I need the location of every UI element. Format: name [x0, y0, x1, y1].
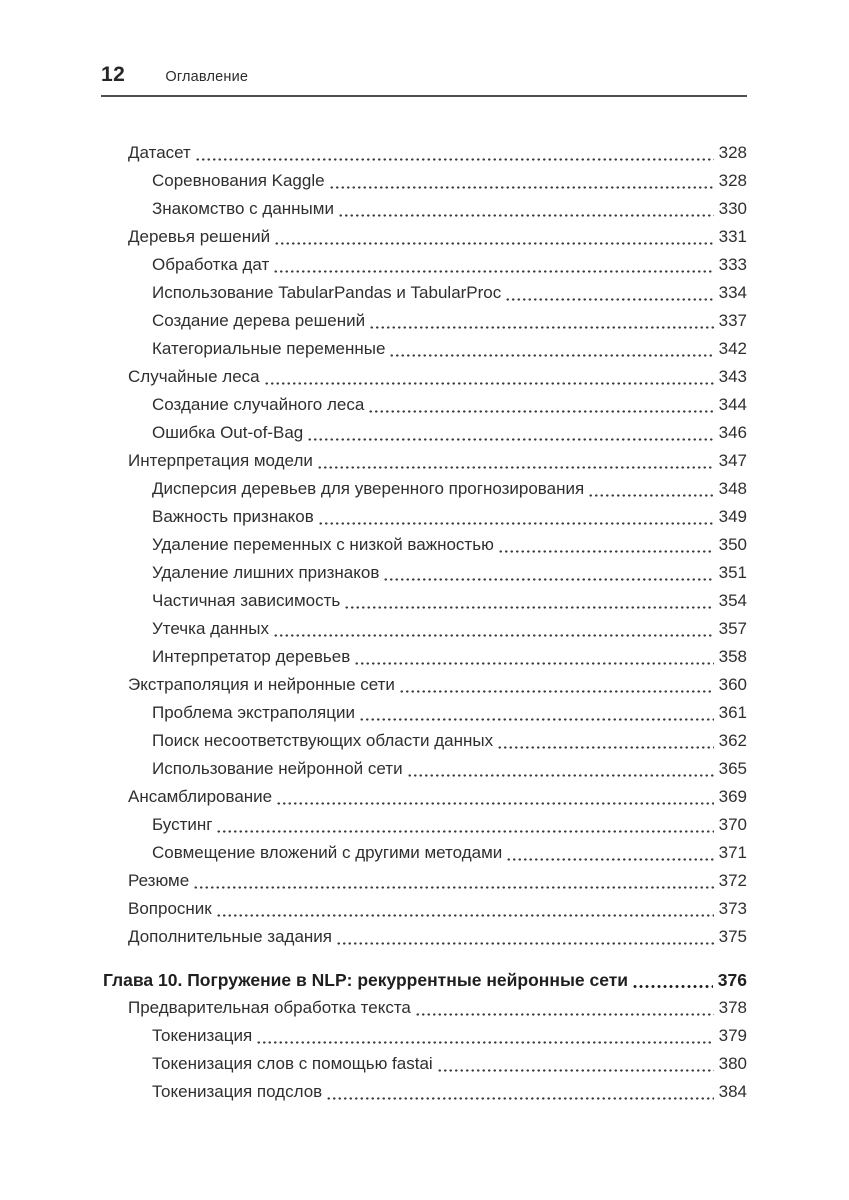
toc-entry-page-number: 351: [718, 563, 747, 582]
dot-leader: [318, 521, 714, 526]
dot-leader: [195, 157, 714, 162]
toc-entry: [103, 391, 747, 419]
dot-leader: [216, 913, 714, 918]
toc-entry-page-number: 347: [718, 451, 747, 470]
toc-entry-page-number: 328: [718, 171, 747, 190]
toc-entry-title: Знакомство с данными: [152, 199, 334, 218]
toc-entry-title: Частичная зависимость: [152, 591, 341, 610]
dot-leader: [632, 984, 713, 989]
toc-entry-title: Соревнования Kaggle: [152, 171, 325, 190]
page-number: 12: [101, 63, 126, 86]
toc-entry: [103, 251, 747, 279]
toc-entry-title: Категориальные переменные: [152, 339, 386, 358]
dot-leader: [336, 941, 714, 946]
dot-leader: [389, 353, 713, 358]
toc-entry-title: Использование нейронной сети: [152, 759, 403, 778]
page-header: [101, 63, 747, 97]
toc-entry-page-number: 384: [718, 1082, 747, 1101]
toc-entry: [103, 447, 747, 475]
toc-entry: [103, 139, 747, 167]
dot-leader: [216, 829, 713, 834]
toc-entry-title: Токенизация подслов: [152, 1082, 323, 1101]
toc-entry-page-number: 348: [718, 479, 747, 498]
toc-entry: [103, 699, 747, 727]
dot-leader: [273, 269, 713, 274]
toc-entry: [103, 419, 747, 447]
toc-entry-title: Интерпретация модели: [128, 451, 313, 470]
dot-leader: [407, 773, 714, 778]
toc-entry-page-number: 376: [717, 970, 747, 990]
toc-entry-page-number: 378: [718, 998, 747, 1017]
toc-entry-title: Важность признаков: [152, 507, 314, 526]
toc-entry: [103, 307, 747, 335]
dot-leader: [505, 297, 713, 302]
dot-leader: [344, 605, 713, 610]
toc-entry: [103, 559, 747, 587]
dot-leader: [497, 745, 714, 750]
toc-entry: [103, 503, 747, 531]
dot-leader: [273, 633, 714, 638]
toc-entry-page-number: 365: [718, 759, 747, 778]
toc-entry-title: Проблема экстраполяции: [152, 703, 355, 722]
toc-entry-page-number: 360: [718, 675, 747, 694]
toc-entry-page-number: 337: [718, 311, 747, 330]
dot-leader: [359, 717, 714, 722]
dot-leader: [326, 1096, 713, 1101]
toc-entry-title: Удаление переменных с низкой важностью: [152, 535, 494, 554]
toc-entry-page-number: 370: [718, 815, 747, 834]
toc-entry-title: Совмещение вложений с другими методами: [152, 843, 503, 862]
dot-leader: [329, 185, 714, 190]
dot-leader: [264, 381, 714, 386]
dot-leader: [415, 1012, 714, 1017]
toc-entry: [103, 615, 747, 643]
toc-entry-page-number: 350: [718, 535, 747, 554]
toc-entry-title: Бустинг: [152, 815, 213, 834]
toc-entry-title: Вопросник: [128, 899, 212, 918]
toc-entry: [103, 223, 747, 251]
toc-entry-page-number: 330: [718, 199, 747, 218]
toc-entry-page-number: 333: [718, 255, 747, 274]
toc-entry-page-number: 369: [718, 787, 747, 806]
toc-list: [103, 139, 747, 1106]
dot-leader: [354, 661, 713, 666]
toc-entry-page-number: 328: [718, 143, 747, 162]
dot-leader: [274, 241, 714, 246]
toc-entry-page-number: 349: [718, 507, 747, 526]
toc-entry-title: Ошибка Out-of-Bag: [152, 423, 304, 442]
toc-entry: [103, 167, 747, 195]
toc-entry: [103, 531, 747, 559]
dot-leader: [369, 325, 714, 330]
toc-entry-page-number: 373: [718, 899, 747, 918]
toc-entry: [103, 994, 747, 1022]
toc-entry-page-number: 375: [718, 927, 747, 946]
toc-entry: [103, 279, 747, 307]
toc-entry: [103, 1050, 747, 1078]
toc-entry-page-number: 346: [718, 423, 747, 442]
dot-leader: [276, 801, 714, 806]
toc-entry: [103, 966, 747, 994]
toc-entry-page-number: 358: [718, 647, 747, 666]
toc-entry-page-number: 342: [718, 339, 747, 358]
dot-leader: [193, 885, 713, 890]
dot-leader: [368, 409, 713, 414]
toc-entry-page-number: 361: [718, 703, 747, 722]
toc-entry: [103, 335, 747, 363]
toc-entry: [103, 839, 747, 867]
toc-entry-page-number: 362: [718, 731, 747, 750]
toc-entry-title: Дисперсия деревьев для уверенного прогнозирования: [152, 479, 585, 498]
toc-entry-title: Утечка данных: [152, 619, 269, 638]
toc-entry: [103, 475, 747, 503]
toc-entry: [103, 811, 747, 839]
toc-entry-title: Экстраполяция и нейронные сети: [128, 675, 395, 694]
toc-entry-page-number: 379: [718, 1026, 747, 1045]
toc-entry-page-number: 343: [718, 367, 747, 386]
toc-entry: [103, 923, 747, 951]
toc-entry-page-number: 371: [718, 843, 747, 862]
dot-leader: [383, 577, 713, 582]
toc-entry-title: Создание дерева решений: [152, 311, 366, 330]
dot-leader: [338, 213, 714, 218]
toc-entry: [103, 1078, 747, 1106]
dot-leader: [588, 493, 713, 498]
toc-entry-title: Дополнительные задания: [128, 927, 333, 946]
toc-entry-page-number: 334: [718, 283, 747, 302]
toc-entry: [103, 195, 747, 223]
dot-leader: [506, 857, 713, 862]
dot-leader: [437, 1068, 714, 1073]
dot-leader: [256, 1040, 713, 1045]
toc-entry-title: Обработка дат: [152, 255, 270, 274]
toc-entry: [103, 587, 747, 615]
toc-entry: [103, 783, 747, 811]
toc-entry: [103, 643, 747, 671]
toc-entry: [103, 1022, 747, 1050]
toc-entry-title: Токенизация слов с помощью fastai: [152, 1054, 433, 1073]
toc-entry-title: Предварительная обработка текста: [128, 998, 411, 1017]
toc-entry-page-number: 331: [718, 227, 747, 246]
toc-entry-title: Создание случайного леса: [152, 395, 365, 414]
running-head-title: Оглавление: [165, 69, 249, 85]
toc-entry-page-number: 380: [718, 1054, 747, 1073]
dot-leader: [317, 465, 714, 470]
toc-entry-title: Удаление лишних признаков: [152, 563, 380, 582]
toc-entry: [103, 727, 747, 755]
toc-entry-page-number: 357: [718, 619, 747, 638]
toc-entry: [103, 755, 747, 783]
toc-entry: [103, 363, 747, 391]
toc-entry-title: Токенизация: [152, 1026, 253, 1045]
toc-entry-title: Глава 10. Погружение в NLP: рекуррентные нейронные сети: [103, 970, 629, 990]
toc-entry-page-number: 344: [718, 395, 747, 414]
toc-entry-title: Деревья решений: [128, 227, 271, 246]
toc-entry: [103, 895, 747, 923]
toc-entry-title: Резюме: [128, 871, 190, 890]
toc-entry-page-number: 372: [718, 871, 747, 890]
toc-entry-title: Датасет: [128, 143, 191, 162]
dot-leader: [399, 689, 714, 694]
toc-entry-title: Случайные леса: [128, 367, 260, 386]
toc-entry-title: Ансамблирование: [128, 787, 273, 806]
dot-leader: [307, 437, 713, 442]
dot-leader: [498, 549, 714, 554]
toc-entry-page-number: 354: [718, 591, 747, 610]
toc-entry-title: Использование TabularPandas и TabularProc: [152, 283, 502, 302]
toc-entry: [103, 671, 747, 699]
toc-entry-title: Поиск несоответствующих области данных: [152, 731, 494, 750]
toc-entry-title: Интерпретатор деревьев: [152, 647, 351, 666]
toc-entry: [103, 867, 747, 895]
